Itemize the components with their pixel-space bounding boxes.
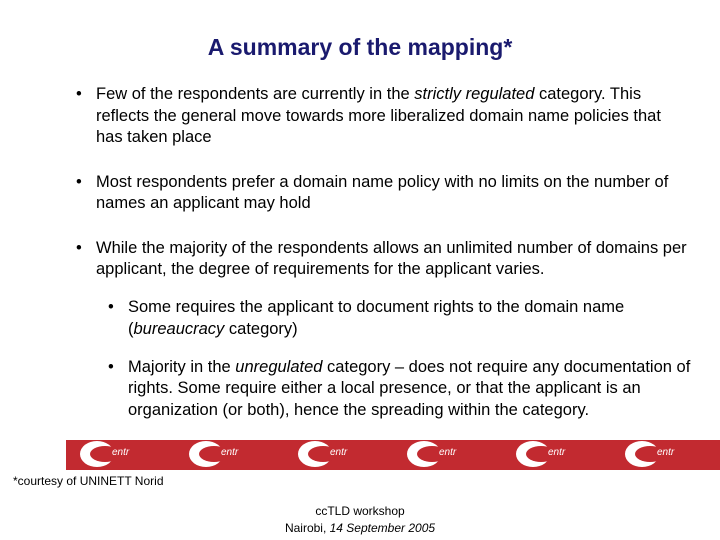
slide-body bbox=[72, 84, 692, 438]
logo-text: entr bbox=[330, 447, 348, 458]
logo-text: entr bbox=[439, 447, 457, 458]
centr-logo bbox=[66, 440, 174, 470]
centr-logo bbox=[393, 440, 501, 470]
bullet-emphasis: strictly regulated bbox=[414, 85, 535, 103]
bullet-requirements bbox=[72, 238, 692, 281]
bullet-text: Some requires the applicant to document rights to the domain name ( bbox=[128, 298, 625, 338]
bullet-text: category) bbox=[224, 319, 298, 338]
bullet-no-limits bbox=[72, 172, 692, 215]
logo-text: entr bbox=[112, 447, 130, 458]
logo-text: entr bbox=[548, 447, 566, 458]
bullet-text: category. This reflects the general move towards more liberalized domain name policies that has taken place bbox=[96, 85, 661, 146]
centr-logo bbox=[611, 440, 719, 470]
footer-location-date bbox=[0, 520, 720, 537]
footer-location: Nairobi, bbox=[284, 521, 330, 535]
sub-bullet-bureaucracy bbox=[96, 297, 692, 340]
bullet-text: Majority in the bbox=[128, 357, 236, 376]
centr-logo bbox=[175, 440, 283, 470]
centr-logo bbox=[284, 440, 392, 470]
bullet-text: While the majority of the respondents allows an unlimited number of domains per applicant, the degree of requirements for the applicant varies. bbox=[96, 238, 687, 278]
footer-event: ccTLD workshop bbox=[315, 504, 405, 518]
logo-text: entr bbox=[221, 447, 239, 458]
slide-title: A summary of the mapping* bbox=[207, 34, 513, 60]
slide-footer bbox=[0, 503, 720, 537]
footnote: *courtesy of UNINETT Norid bbox=[13, 474, 164, 488]
bullet-text: Most respondents prefer a domain name policy with no limits on the number of names an applicant may hold bbox=[96, 172, 669, 212]
logo-text: entr bbox=[657, 447, 675, 458]
sub-bullet-unregulated bbox=[96, 357, 692, 422]
bullet-text: Few of the respondents are currently in the bbox=[96, 85, 415, 103]
bullet-emphasis: bureaucracy bbox=[133, 319, 225, 338]
bullet-text: category – does not require any documentation of rights. Some require either a local presence, or that the applicant is an organization (or both), hence the spreading within the category. bbox=[128, 357, 691, 419]
bullet-strictly-regulated bbox=[72, 84, 692, 149]
footer-date: 14 September 2005 bbox=[329, 521, 436, 535]
centr-logo bbox=[502, 440, 610, 470]
centr-logo-banner bbox=[66, 440, 720, 470]
bullet-emphasis: unregulated bbox=[235, 357, 323, 376]
